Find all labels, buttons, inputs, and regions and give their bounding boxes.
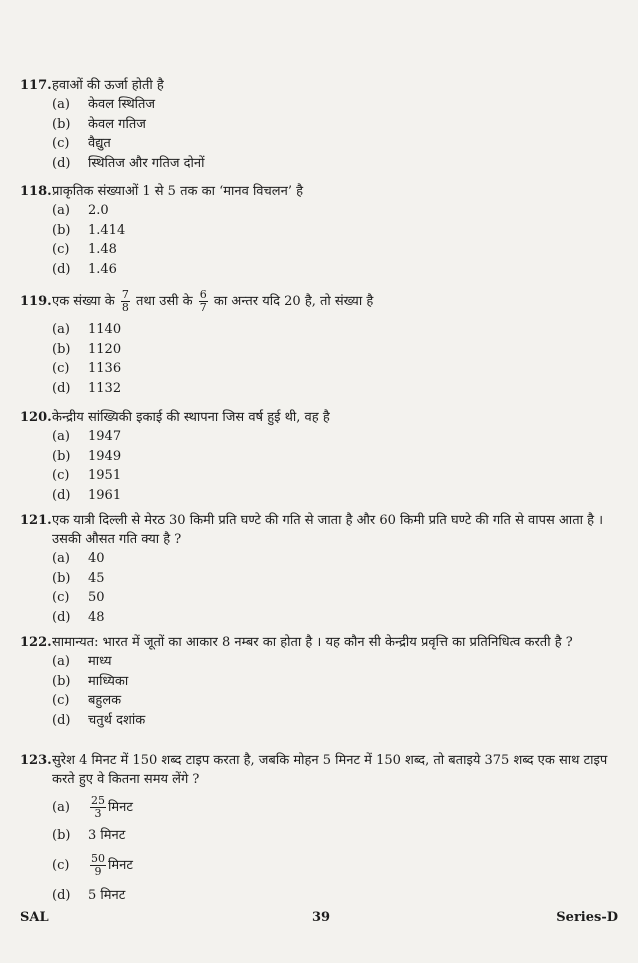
option-text: 1132: [88, 380, 122, 396]
question-text: प्राकृतिक संख्याओं 1 से 5 तक का ‘मानव विचलन’ है: [52, 184, 303, 199]
fraction-numerator: 25: [91, 794, 105, 807]
fraction-numerator: 50: [91, 852, 105, 865]
option-label: (d): [52, 261, 71, 277]
option-c: [52, 848, 618, 884]
fraction: [121, 289, 130, 314]
page-number: 39: [312, 910, 331, 925]
option-a: [52, 549, 618, 569]
option-text: 3 मिनट: [88, 828, 126, 843]
question-119: [20, 288, 618, 398]
footer-code: SAL: [20, 910, 49, 925]
fraction-numerator: 7: [121, 288, 129, 301]
option-b: [52, 569, 618, 589]
option-label: (c): [52, 590, 70, 605]
question-118: [20, 182, 618, 279]
option-b: [52, 221, 618, 241]
question-number: 119.: [20, 294, 52, 309]
fraction-denominator: 9: [94, 865, 102, 878]
options-list: [52, 652, 618, 730]
option-label: (a): [52, 203, 70, 218]
option-label: (d): [52, 712, 71, 728]
question-text-part: तथा उसी के: [136, 294, 193, 309]
option-text: चतुर्थ दशांक: [88, 712, 146, 728]
question-text: केन्द्रीय सांख्यिकी इकाई की स्थापना जिस वर्ष हुई थी, वह है: [52, 410, 330, 425]
options-list: [52, 792, 618, 908]
option-d: [52, 154, 618, 174]
option-text: 45: [88, 570, 105, 586]
option-label: (b): [52, 116, 71, 132]
option-label: (b): [52, 448, 71, 464]
option-b: [52, 340, 618, 360]
options-list: [52, 201, 618, 279]
option-d: [52, 608, 618, 628]
option-c: [52, 240, 618, 260]
question-number: 120.: [20, 410, 52, 425]
option-b: [52, 824, 618, 848]
question-number: 122.: [20, 635, 52, 650]
option-text: 1140: [88, 322, 122, 337]
option-label: (d): [52, 888, 71, 903]
option-text: [88, 848, 133, 884]
option-label: (a): [52, 551, 70, 566]
option-label: (c): [52, 693, 70, 708]
option-text: 1.414: [88, 222, 126, 238]
option-label: (a): [52, 429, 70, 444]
option-label: (c): [52, 858, 70, 873]
option-text: माध्य: [88, 654, 112, 669]
option-text: 1951: [88, 468, 122, 483]
fraction: [90, 795, 106, 820]
options-list: [52, 549, 618, 627]
option-c: [52, 134, 618, 154]
option-label: (d): [52, 380, 71, 396]
option-d: [52, 260, 618, 280]
fraction-denominator: 8: [121, 301, 129, 314]
question-number: 118.: [20, 184, 52, 199]
option-d: [52, 711, 618, 731]
option-unit: मिनट: [108, 858, 133, 873]
option-text: 1.48: [88, 242, 117, 257]
option-text: 40: [88, 551, 105, 566]
option-label: (d): [52, 155, 71, 171]
question-number: 121.: [20, 513, 52, 528]
fraction: [90, 853, 106, 878]
option-text: माध्यिका: [88, 673, 129, 689]
option-label: (a): [52, 654, 70, 669]
question-text: एक यात्री दिल्ली से मेरठ 30 किमी प्रति घण्टे की गति से जाता है और 60 किमी प्रति घण्टे की गति से वापस आता है । उसकी औसत गति क्या है ?: [52, 513, 604, 547]
fraction-numerator: 6: [199, 288, 207, 301]
question-121: [20, 511, 618, 627]
option-d: [52, 884, 618, 908]
option-c: [52, 466, 618, 486]
option-text: स्थितिज और गतिज दोनों: [88, 155, 205, 171]
option-text: 1120: [88, 341, 122, 357]
option-text: 50: [88, 590, 105, 605]
options-list: [52, 320, 618, 398]
option-text: [88, 792, 133, 824]
question-117: [20, 76, 618, 173]
option-text: 2.0: [88, 203, 109, 218]
option-label: (a): [52, 97, 70, 112]
option-label: (b): [52, 222, 71, 238]
option-a: [52, 792, 618, 824]
question-text: सामान्यत: भारत में जूतों का आकार 8 नम्बर का होता है । यह कौन सी केन्द्रीय प्रवृत्ति का प्रतिनिधित्व करती है ?: [52, 635, 573, 650]
option-label: (a): [52, 800, 70, 815]
question-number: 117.: [20, 78, 52, 93]
question-text-part: का अन्तर यदि 20 है, तो संख्या है: [213, 294, 374, 309]
option-d: [52, 379, 618, 399]
option-c: [52, 588, 618, 608]
question-120: [20, 408, 618, 505]
question-text-part: एक संख्या के: [52, 294, 115, 309]
option-label: (b): [52, 828, 71, 843]
option-b: [52, 447, 618, 467]
fraction-denominator: 7: [199, 301, 207, 314]
option-text: 1136: [88, 361, 122, 376]
option-text: वैद्युत: [88, 136, 111, 151]
option-a: [52, 95, 618, 115]
option-label: (c): [52, 468, 70, 483]
option-a: [52, 320, 618, 340]
option-label: (c): [52, 136, 70, 151]
option-label: (a): [52, 322, 70, 337]
option-text: 5 मिनट: [88, 888, 126, 903]
option-unit: मिनट: [108, 800, 133, 815]
question-122: [20, 633, 618, 730]
option-a: [52, 427, 618, 447]
question-text: [52, 288, 618, 316]
question-text: हवाओं की ऊर्जा होती है: [52, 78, 164, 93]
question-text: सुरेश 4 मिनट में 150 शब्द टाइप करता है, जबकि मोहन 5 मिनट में 150 शब्द, तो बताइये 375 शब्द एक साथ टाइप करते हुए वे कितना समय लेंगे ?: [52, 753, 608, 787]
option-text: 1949: [88, 448, 122, 464]
option-label: (b): [52, 673, 71, 689]
option-c: [52, 359, 618, 379]
option-d: [52, 486, 618, 506]
footer-series: Series-D: [556, 910, 618, 925]
fraction-denominator: 3: [94, 807, 102, 820]
option-label: (d): [52, 609, 71, 625]
option-text: 1961: [88, 487, 122, 503]
option-b: [52, 672, 618, 692]
option-label: (b): [52, 570, 71, 586]
option-text: 1.46: [88, 261, 117, 277]
fraction: [199, 289, 208, 314]
option-label: (c): [52, 361, 70, 376]
option-c: [52, 691, 618, 711]
option-text: 48: [88, 609, 105, 625]
options-list: [52, 427, 618, 505]
option-text: केवल स्थितिज: [88, 97, 156, 112]
options-list: [52, 95, 618, 173]
question-123: [20, 751, 618, 908]
option-a: [52, 201, 618, 221]
option-label: (c): [52, 242, 70, 257]
option-b: [52, 115, 618, 135]
option-a: [52, 652, 618, 672]
option-text: 1947: [88, 429, 122, 444]
question-number: 123.: [20, 753, 52, 768]
option-text: केवल गतिज: [88, 116, 146, 132]
option-text: बहुलक: [88, 693, 122, 708]
option-label: (b): [52, 341, 71, 357]
option-label: (d): [52, 487, 71, 503]
